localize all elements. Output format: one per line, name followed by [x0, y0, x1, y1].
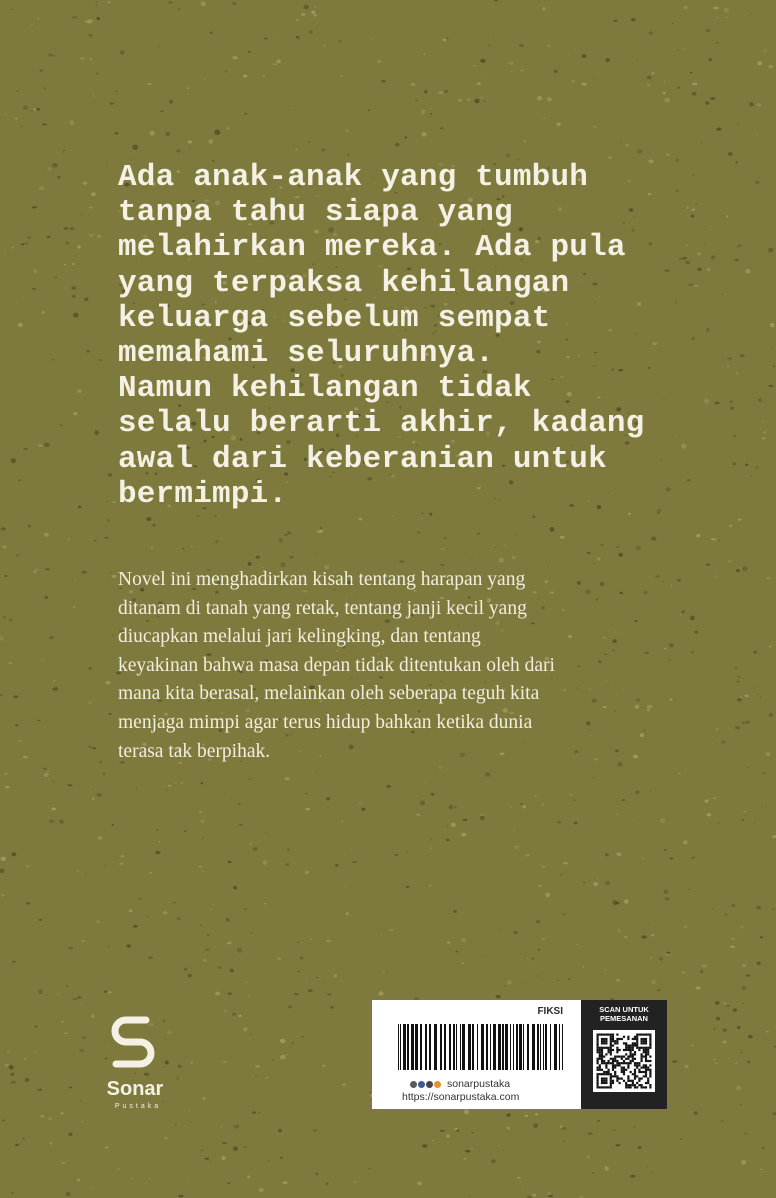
- blurb-line: memahami seluruhnya.: [118, 336, 495, 372]
- genre-label: FIKSI: [537, 1006, 563, 1017]
- publisher-subname: Pustaka: [114, 1103, 162, 1110]
- description-line: diucapkan melalui jari kelingking, dan tentang: [118, 626, 481, 648]
- blurb-text: [118, 160, 678, 512]
- blurb-line: Ada anak-anak yang tumbuh: [118, 160, 589, 195]
- description-line: mana kita berasal, melainkan oleh seberapa teguh kita: [118, 683, 540, 705]
- social-handle[interactable]: sonarpustaka: [447, 1078, 511, 1090]
- qr-panel: [581, 1000, 667, 1109]
- qr-label: [581, 1005, 667, 1023]
- barcode-info-box: [372, 1000, 667, 1109]
- description-line: keyakinan bahwa masa depan tidak ditentukan oleh dari: [118, 654, 555, 676]
- blurb-line: awal dari keberanian untuk: [118, 441, 607, 477]
- blurb-line: tanpa tahu siapa yang: [118, 195, 513, 231]
- description-paragraph: [118, 566, 678, 766]
- social-links: [410, 1078, 510, 1090]
- website-link[interactable]: https://sonarpustaka.com: [402, 1091, 520, 1103]
- description-line: menjaga mimpi agar terus hidup bahkan ketika dunia: [118, 711, 533, 733]
- sonar-logo-icon: [102, 1010, 168, 1076]
- shopee-icon[interactable]: [434, 1081, 441, 1088]
- tiktok-icon[interactable]: [426, 1081, 433, 1088]
- blurb-line: selalu berarti akhir, kadang: [118, 406, 645, 442]
- facebook-icon[interactable]: [418, 1081, 425, 1088]
- blurb-line: keluarga sebelum sempat: [118, 300, 551, 336]
- qr-code-icon[interactable]: [593, 1030, 655, 1092]
- description-line: ditanam di tanah yang retak, tentang janji kecil yang: [118, 597, 527, 619]
- blurb-line: yang terpaksa kehilangan: [118, 265, 570, 301]
- publisher-logo: [98, 1010, 178, 1114]
- publisher-name: Sonar: [106, 1078, 164, 1100]
- qr-label-line: SCAN UNTUK: [599, 1005, 649, 1014]
- qr-label-line: PEMESANAN: [600, 1014, 648, 1023]
- blurb-line: melahirkan mereka. Ada pula: [118, 230, 626, 266]
- description-line: Novel ini menghadirkan kisah tentang harapan yang: [118, 569, 526, 590]
- instagram-icon[interactable]: [410, 1081, 417, 1088]
- barcode-icon: [398, 1022, 566, 1072]
- blurb-line: Namun kehilangan tidak: [118, 371, 532, 407]
- blurb-line: bermimpi.: [118, 476, 288, 512]
- description-line: terasa tak berpihak.: [118, 740, 271, 762]
